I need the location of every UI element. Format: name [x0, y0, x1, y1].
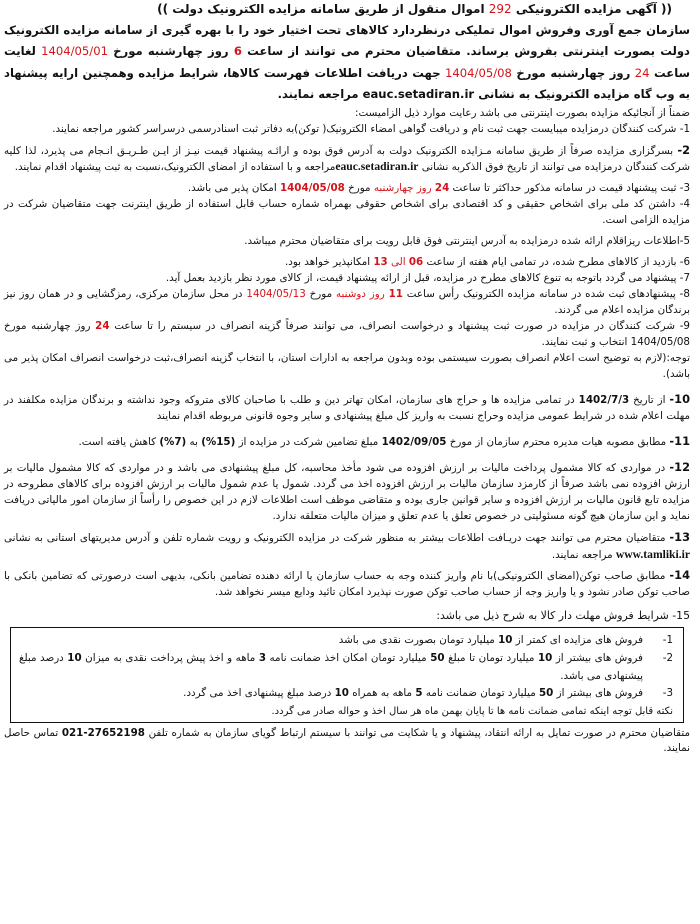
- item-13: 13- متقاضیان محترم می توانند جهت دریـافت اطلاعات بیشتر به منظور شرکت در مزایده الکترونیک و رویت شماره تلفن و آدرس مدیریتهای استانی به نشانی www.tamliki.ir مراجعه نمایند.: [4, 529, 690, 561]
- payment-terms-box: [10, 627, 684, 723]
- end-hour: 24: [634, 65, 650, 80]
- item-8: 8- پیشنهادهای ثبت شده در سامانه مزایده الکترونیک رأس ساعت 11 روز دوشنبه مورخ 1404/05/13 در محل سازمان مرکزی، رمزگشایی و در همان روز نیز برندگان مزایده اعلام می گردند.: [4, 288, 690, 317]
- ad-title: آگهی مزایده الکترونیکی: [515, 2, 657, 16]
- item-3: 3- ثبت پیشنهاد قیمت در سامانه مذکور حداکثر تا ساعت 24 روز چهارشنبه مورخ 1404/05/08 امکان پذیر می باشد.: [187, 182, 690, 195]
- tamliki-link[interactable]: www.tamliki.ir: [615, 547, 690, 561]
- item-2-site-link[interactable]: eauc.setadiran.ir: [335, 160, 419, 174]
- start-hour: 6: [233, 44, 242, 59]
- item-15: 15- شرایط فروش مهلت دار کالا به شرح ذیل می باشد:: [436, 609, 690, 623]
- phone-number: 27652198-021: [61, 727, 145, 740]
- terms-row: 1- فروش های مزایده ای کمتر از 10 میلیارد تومان بصورت نقدی می باشد: [338, 634, 673, 647]
- item-4: 4- داشتن کد ملی برای اشخاص حقیقی و کد اقتصادی برای اشخاص حقوقی بهمراه شماره حساب قابل استفاده از طریق اینترنت جهت متقاضیان شرکت در مزایده الزامی است.: [4, 198, 690, 227]
- item-6: 6- بازدید از کالاهای مطرح شده، در تمامی ایام هفته از ساعت 06 الی 13 امکانپذیر خواهد بود.: [284, 256, 690, 269]
- item-11: 11- مطابق مصوبه هیات مدیره محترم سازمان از مورخ 1402/09/05 مبلغ تضامین شرکت در مزایده از (15%) به (7%) کاهش یافته است.: [78, 433, 690, 448]
- footer-contact: متقاضیان محترم در صورت تمایل به ارائه انتقاد، پیشنهاد و یا شکایت می توانند با سیستم ارتباط گویای سازمان به شماره تلفن 27652198-021 تماس حاصل نمایند.: [4, 727, 690, 755]
- item-10: 10- از تاریخ 1402/7/3 در تمامی مزایده ها و حراج های سازمان، امکان تهاتر دین و طلب با صاحبان کالای متروکه وجود نداشته و برندگان مزایده مکلفند در مهلت اعلام شده در شرایط عمومی مزایده وحراج نسبت به واریز کل مبلغ پیشنهادی و سایر وجوه قانونی مربوطه اقدام نمایند: [4, 391, 690, 422]
- advertisement-page: [2, 0, 692, 924]
- ad-title-rest: اموال منقول از طریق سامانه مزایده الکترونیک دولت: [172, 2, 485, 16]
- intro-note: ضمناً از آنجائیکه مزایده بصورت اینترنتی می باشد رعایت موارد ذیل الزامیست:: [355, 106, 690, 119]
- item-12: 12- در مواردی که کالا مشمول پرداخت مالیات بر ارزش افزوده می شود مأخذ محاسبه، کل مبلغ پیشنهادی می باشد و در مواردی که کالا مشمول مالیات بر ارزش افزوده نمی باشد صرفاً از کارمزد سازمان مالیات بر ارزش افزوده اخذ می گردد. شمول یا عدم شمول مالیات بر ارزش افزوده برای کالاهای مطروحه در مزایده تابع قانون مالیات بر ارزش افزوده و سایر قوانین جاری بوده و متقاضی موظف است اطلاعات لازم در این خصوص را رأساً از سازمان امور مالیاتی دریافت نماید و این سازمان هیچ گونه مسئولیتی در خصوص تعلق یا عدم تعلق و میزان مالیات متعلقه ندارد.: [4, 459, 690, 522]
- item-14: 14- مطابق صاحب توکن(امضای الکترونیکی)با نام واریز کننده وجه به حساب سازمان یا ارائه دهنده تضامین بانکی، بدیهی است درصورتی که تضامین بانکی با صاحب توکن صادر نشود و یا واریز وجه از حساب صاحب توکن صورت نپذیرد امکان تائید ودایع میسر نخواهد شد.: [4, 568, 690, 599]
- item-5: 5-اطلاعات ریزاقلام ارائه شده درمزایده به آدرس اینترنتی فوق قابل رویت برای متقاضیان محترم میباشد.: [244, 235, 690, 248]
- terms-row: 3- فروش های بیشتر از 50 میلیارد تومان ضمانت نامه 5 ماهه به همراه 10 درصد مبلغ پیشنهادی اخذ می گردد.: [183, 687, 673, 700]
- close-quote: )): [157, 2, 169, 16]
- start-date: 1404/05/01: [41, 44, 108, 59]
- terms-list: [2, 106, 692, 626]
- note: توجه:(لازم به توضیح است اعلام انصراف بصورت سیستمی بوده وبدون مراجعه به ادارات استان، با انتخاب گزینه انصراف،ثبت درخواست انصراف امکان پذیر می باشد).: [4, 351, 690, 380]
- item-2: 2- بسرگزاری مزایده صرفاً از طریق سامانه مـزایده الکترونیک دولت به آدرس فوق بوده و ارائـه پیشنهاد قیمت نیـز از ایـن طـریـق انـجام می پذیرد، لذا کلیه شرکت کنندگان درمزایده می توانند از تاریخ فوق الذکربه نشانی eauc.setadiran.irمراجعه و با استفاده از امضای الکترونیک،نسبت به ثبت پیشنهاد اقدام نمایند.: [4, 142, 691, 174]
- item-9: 9- شرکت کنندگان در مزایده در صورت ثبت پیشنهاد و درخواست انصراف، می توانند صرفاً گزینه انصراف در سیستم را تا ساعت 24 روز چهارشنبه مورخ 1404/05/08 انتخاب و ثبت نمایند.: [4, 320, 690, 349]
- open-quote: ((: [661, 2, 672, 16]
- end-date: 1404/05/08: [445, 65, 512, 80]
- box-note: نکته قابل توجه اینکه تمامی ضمانت نامه ها تا پایان بهمن ماه هر سال اخذ و حواله صادر می گردد.: [271, 705, 673, 717]
- ad-number: 292: [488, 2, 512, 16]
- item-7: 7- پیشنهاد می گردد باتوجه به تنوع کالاهای مطرح در مزایده، قبل از ارائه پیشنهاد قیمت، از کالای مورد نظر بازدید بعمل آید.: [165, 272, 690, 285]
- item-1: 1- شرکت کنندگان درمزایده میبایست جهت ثبت نام و دریافت گواهی امضاء الکترونیک( توکن)به دفاتر ثبت اسنادرسمی درسراسر کشور مراجعه نمایند.: [52, 122, 690, 135]
- site-link[interactable]: eauc.setadiran.ir: [362, 87, 475, 102]
- intro-paragraph: سازمان جمع آوری وفروش اموال تملیکی درنظردارد کالاهای تحت اختیار خود را با بهره گیری از سامانه مزایده الکترونیک دولت بصورت اینترنتی بفروش برساند. متقاضیان محترم می توانند از ساعت 6 روز چهارشنبه مورخ 1404/05/01 لغایت ساعت 24 روز چهارشنبه مورخ 1404/05/08 جهت دریافت اطلاعات فهرست کالاها، شرایط مزایده وهمچنین ارایه پیشنهاد به وب گاه مزایده الکترونیک به نشانی eauc.setadiran.ir مراجعه نمایند.: [4, 23, 690, 102]
- ad-header: [2, 1, 672, 17]
- terms-row: 2- فروش های بیشتر از 10 میلیارد تومان تا مبلغ 50 میلیارد تومان امکان اخذ ضمانت نامه 3 ماهه و اخذ پیش پرداخت نقدی به میزان 10 درصد مبلغ پیشنهادی می باشد.: [19, 651, 673, 682]
